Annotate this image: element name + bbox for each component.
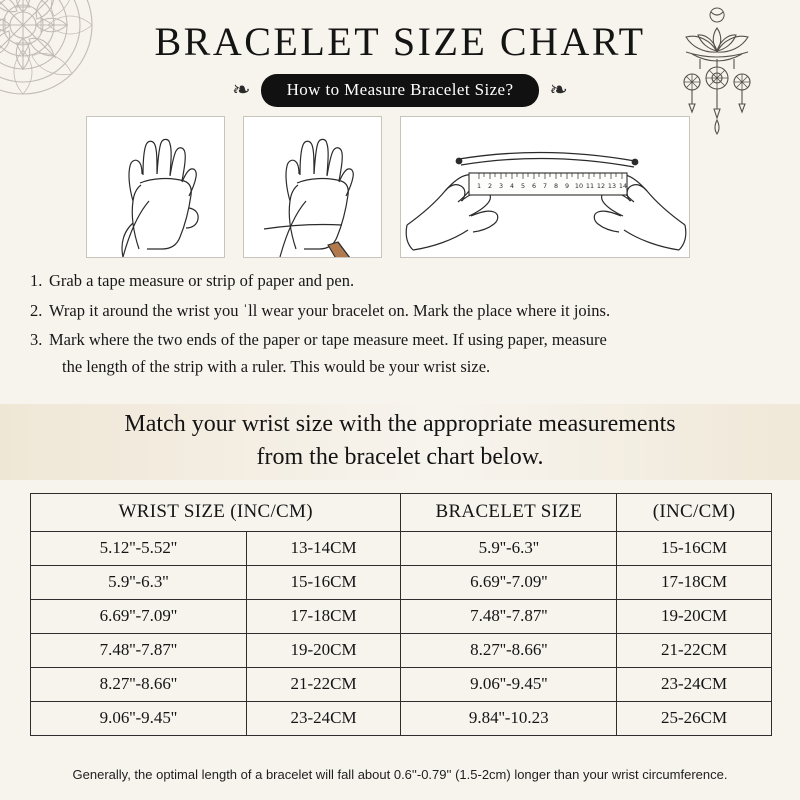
cell-wrist-cm: 17-18CM bbox=[246, 600, 401, 634]
illustration-hand-with-tape-strip bbox=[86, 116, 225, 258]
cell-wrist-inch: 9.06''-9.45'' bbox=[31, 702, 247, 736]
cell-wrist-cm: 23-24CM bbox=[246, 702, 401, 736]
cell-wrist-inch: 5.12''-5.52'' bbox=[31, 532, 247, 566]
cell-wrist-cm: 15-16CM bbox=[246, 566, 401, 600]
hands-ruler-icon bbox=[401, 117, 690, 258]
cell-wrist-inch: 6.69''-7.09'' bbox=[31, 600, 247, 634]
cell-wrist-inch: 7.48''-7.87'' bbox=[31, 634, 247, 668]
table-header-bracelet-size: BRACELET SIZE bbox=[401, 494, 617, 532]
illustration-hand-with-paper-and-pen bbox=[243, 116, 382, 258]
flourish-left-icon: ❧ bbox=[232, 77, 251, 103]
svg-text:12: 12 bbox=[596, 182, 606, 190]
illustration-row bbox=[86, 116, 726, 258]
svg-text:1: 1 bbox=[476, 182, 482, 190]
size-table-wrapper bbox=[30, 493, 772, 736]
svg-text:11: 11 bbox=[585, 182, 595, 190]
table-header-wrist-size: WRIST SIZE (INC/CM) bbox=[31, 494, 401, 532]
cell-bracelet-cm: 25-26CM bbox=[617, 702, 772, 736]
list-item bbox=[30, 298, 775, 325]
table-row bbox=[31, 600, 772, 634]
table-row bbox=[31, 634, 772, 668]
cell-bracelet-cm: 17-18CM bbox=[617, 566, 772, 600]
subtitle-pill: How to Measure Bracelet Size? bbox=[261, 74, 540, 107]
table-row bbox=[31, 566, 772, 600]
svg-text:9: 9 bbox=[564, 182, 570, 190]
cell-bracelet-inch: 7.48''-7.87'' bbox=[401, 600, 617, 634]
match-banner-line1: Match your wrist size with the appropriate measurements bbox=[124, 411, 676, 437]
svg-text:5: 5 bbox=[520, 182, 526, 190]
list-item bbox=[30, 268, 775, 295]
svg-text:3: 3 bbox=[498, 182, 504, 190]
step-text-line1: Mark where the two ends of the paper or tape measure meet. If using paper, measure bbox=[49, 330, 607, 350]
svg-text:14: 14 bbox=[618, 182, 628, 190]
match-banner-line2: from the bracelet chart below. bbox=[256, 444, 544, 471]
step-text: Wrap it around the wrist you ˈll wear your bracelet on. Mark the place where it joins. bbox=[49, 300, 611, 320]
subtitle-row bbox=[0, 74, 800, 107]
svg-text:8: 8 bbox=[553, 182, 559, 190]
cell-bracelet-inch: 9.84''-10.23 bbox=[401, 702, 617, 736]
table-row bbox=[31, 668, 772, 702]
step-text bbox=[49, 327, 775, 380]
step-number: 1. bbox=[30, 271, 43, 290]
svg-text:2: 2 bbox=[487, 182, 493, 190]
cell-bracelet-inch: 8.27''-8.66'' bbox=[401, 634, 617, 668]
cell-wrist-cm: 21-22CM bbox=[246, 668, 401, 702]
cell-wrist-inch: 5.9''-6.3'' bbox=[31, 566, 247, 600]
hand-tape-icon bbox=[87, 117, 225, 258]
cell-bracelet-cm: 21-22CM bbox=[617, 634, 772, 668]
step-text-line2: the length of the strip with a ruler. This would be your wrist size. bbox=[62, 357, 491, 377]
step-number: 3. bbox=[30, 330, 43, 350]
cell-wrist-cm: 19-20CM bbox=[246, 634, 401, 668]
cell-bracelet-inch: 6.69''-7.09'' bbox=[401, 566, 617, 600]
cell-bracelet-cm: 15-16CM bbox=[617, 532, 772, 566]
svg-text:6: 6 bbox=[531, 182, 537, 190]
size-table bbox=[30, 493, 772, 736]
cell-wrist-inch: 8.27''-8.66'' bbox=[31, 668, 247, 702]
cell-bracelet-inch: 9.06''-9.45'' bbox=[401, 668, 617, 702]
list-item bbox=[30, 327, 775, 380]
cell-wrist-cm: 13-14CM bbox=[246, 532, 401, 566]
footer-note: Generally, the optimal length of a bracelet will fall about 0.6''-0.79'' (1.5-2cm) longer than your wrist circumference. bbox=[72, 767, 728, 782]
svg-text:7: 7 bbox=[542, 182, 548, 190]
table-row bbox=[31, 702, 772, 736]
svg-text:13: 13 bbox=[607, 182, 617, 190]
page-title: BRACELET SIZE CHART bbox=[154, 19, 646, 64]
match-banner-text bbox=[0, 408, 800, 474]
illustration-hands-measuring-with-ruler bbox=[400, 116, 690, 258]
measure-steps-list bbox=[30, 268, 775, 384]
hand-paper-pen-icon bbox=[244, 117, 382, 258]
flourish-right-icon: ❧ bbox=[549, 77, 568, 103]
step-text: Grab a tape measure or strip of paper and pen. bbox=[49, 271, 355, 290]
cell-bracelet-cm: 23-24CM bbox=[617, 668, 772, 702]
table-header-row bbox=[31, 494, 772, 532]
table-header-bracelet-units: (INC/CM) bbox=[617, 494, 772, 532]
cell-bracelet-inch: 5.9''-6.3'' bbox=[401, 532, 617, 566]
svg-text:10: 10 bbox=[574, 182, 584, 190]
table-row bbox=[31, 532, 772, 566]
svg-text:4: 4 bbox=[509, 182, 515, 190]
cell-bracelet-cm: 19-20CM bbox=[617, 600, 772, 634]
step-number: 2. bbox=[30, 300, 43, 320]
